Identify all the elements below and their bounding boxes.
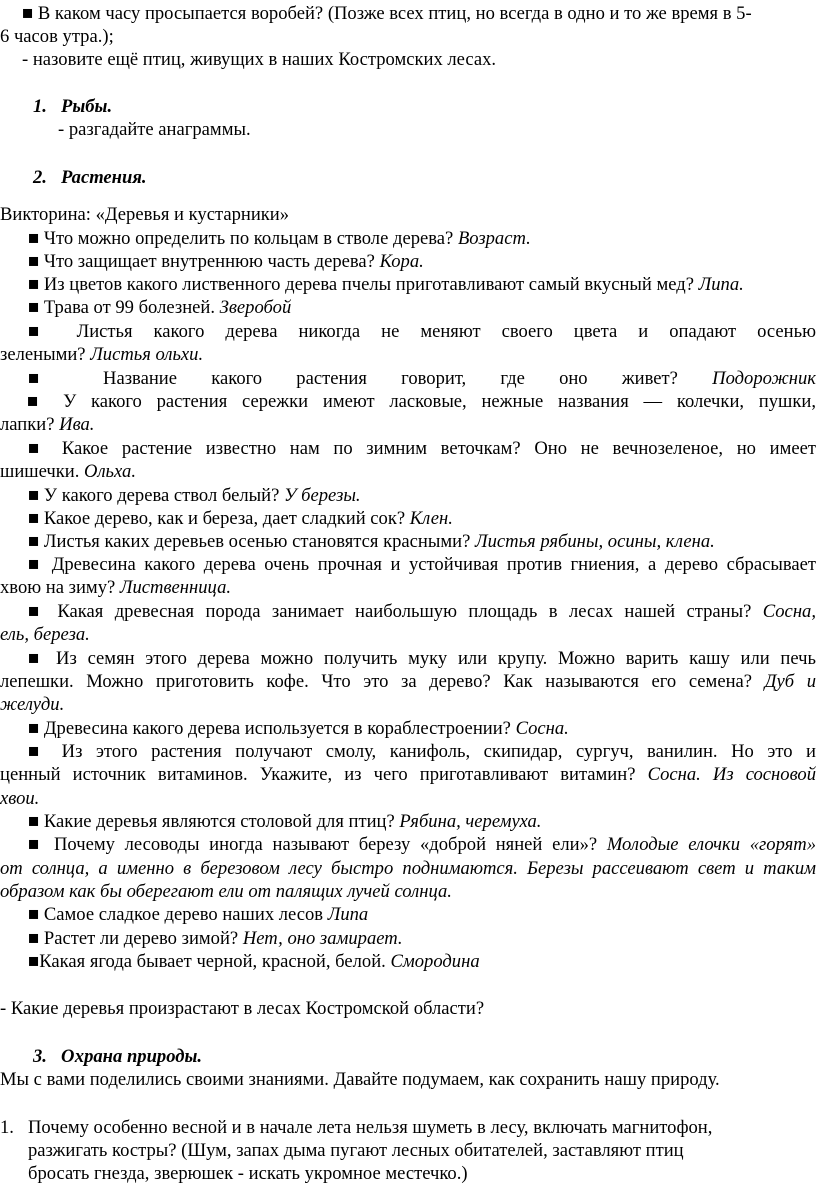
quiz-answer-cont: образом как бы оберегают ели от палящих лучей солнца. (0, 881, 452, 902)
protection-intro: Мы с вами поделились своими знаниями. Давайте подумаем, как сохранить нашу природу. (0, 1069, 720, 1090)
quiz-item: ■Какая ягода бывает черной, красной, белой. Смородина (28, 951, 480, 972)
protection-item-1-cont: разжигать костры? (Шум, запах дыма пугают лесных обитателей, заставляют птиц (28, 1140, 684, 1161)
quiz-item: ■ Какое растение известно нам по зимним веточкам? Оно не вечнозеленое, но имеет (28, 438, 816, 459)
quiz-answer: Лиственница. (119, 577, 232, 598)
quiz-item: ■ Трава от 99 болезней. Зверобой (28, 297, 292, 318)
quiz-answer: Липа. (698, 274, 744, 295)
quiz-answer: Сосна. (515, 718, 569, 739)
quiz-item-cont: хвою на зиму? Лиственница. (0, 577, 232, 598)
section-number: 1. (33, 96, 47, 117)
quiz-item: ■ Почему лесоводы иногда называют березу «доброй няней ели»? Молодые елочки «горят» (28, 834, 816, 855)
quiz-item: ■ Из семян этого дерева можно получить муку или крупу. Можно варить кашу или печь (28, 648, 816, 669)
closing-question: - Какие деревья произрастают в лесах Костромской области? (0, 998, 485, 1019)
section-number: 3. (33, 1046, 47, 1067)
quiz-answer: Листья рябины, осины, клена. (475, 531, 715, 552)
quiz-answer-cont: от солнца, а именно в березовом лесу быстро поднимаются. Березы рассеивают свет и таким (0, 858, 816, 879)
quiz-item: ■ Какие деревья являются столовой для птиц? Рябина, черемуха. (28, 811, 542, 832)
quiz-item: ■ Какое дерево, как и береза, дает сладкий сок? Клен. (28, 508, 453, 529)
quiz-answer: Подорожник (712, 368, 816, 389)
quiz-answer: Смородина (390, 951, 480, 972)
section-title: Рыбы. (61, 96, 113, 117)
section-protection-heading (33, 1045, 816, 1068)
quiz-item: ■ Что защищает внутреннюю часть дерева? Кора. (28, 251, 424, 272)
quiz-item-cont: лепешки. Можно приготовить кофе. Что это за дерево? Как называются его семена? Дуб и (0, 671, 816, 692)
quiz-item: ■ Из цветов какого лиственного дерева пчелы приготавливают самый вкусный мед? Липа. (28, 274, 744, 295)
quiz-answer: желуди. (0, 694, 65, 715)
quiz-item-cont (0, 623, 816, 646)
quiz-item: ■ Какая древесная порода занимает наибольшую площадь в лесах нашей страны? Сосна, (28, 601, 816, 622)
section-fish-heading (33, 95, 816, 118)
quiz-item: ■ Растет ли дерево зимой? Нет, оно замирает. (28, 928, 403, 949)
quiz-item-cont: зелеными? Листья ольхи. (0, 344, 204, 365)
quiz-item: ■ Самое сладкое дерево наших лесов Липа (28, 904, 369, 925)
quiz-item-cont: лапки? Ива. (0, 414, 95, 435)
quiz-answer: Нет, оно замирает. (242, 928, 403, 949)
quiz-answer: Липа (327, 904, 369, 925)
section-plants-heading (33, 166, 816, 189)
list-number: 1. (0, 1117, 14, 1138)
quiz-answer: Сосна. Из сосновой (647, 764, 816, 785)
task-anagrams: - разгадайте анаграммы. (58, 119, 251, 140)
task-birds: - назовите ещё птиц, живущих в наших Костромских лесах. (22, 49, 497, 70)
section-number: 2. (33, 167, 47, 188)
quiz-item: ■ Листья каких деревьев осенью становятся красными? Листья рябины, осины, клена. (28, 531, 715, 552)
quiz-answer: Сосна, (762, 601, 816, 622)
section-title: Растения. (61, 167, 147, 188)
quiz-item: ■ Листья какого дерева никогда не меняют своего цвета и опадают осенью (28, 321, 816, 342)
quiz-answer: Молодые елочки «горят» (606, 834, 816, 855)
quiz-answer: Дуб и (764, 671, 816, 692)
quiz-answer: ель, береза. (0, 624, 90, 645)
quiz-answer: Ольха. (84, 461, 136, 482)
quiz-answer: Зверобой (219, 297, 292, 318)
quiz-answer: У березы. (284, 485, 361, 506)
protection-item-1: 1. Почему особенно весной и в начале лета нельзя шуметь в лесу, включать магнитофон, (0, 1117, 713, 1138)
quiz-item: ■ Название какого растения говорит, где оно живет? Подорожник (28, 368, 816, 389)
protection-item-1-cont: бросать гнезда, зверюшек - искать укромное местечко.) (28, 1163, 468, 1184)
quiz-item: ■ Древесина какого дерева используется в кораблестроении? Сосна. (28, 718, 569, 739)
quiz-item-cont: шишечки. Ольха. (0, 461, 136, 482)
quiz-item-cont (0, 693, 816, 716)
question-sparrow-line2: 6 часов утра.); (0, 26, 114, 47)
quiz-item: ■ Что можно определить по кольцам в стволе дерева? Возраст. (28, 228, 531, 249)
quiz-item: ■ Из этого растения получают смолу, канифоль, скипидар, сургуч, ванилин. Но это и (28, 741, 816, 762)
quiz-item: ■ У какого растения сережки имеют ласковые, нежные названия — колечки, пушки, (27, 391, 816, 412)
quiz-title: Викторина: «Деревья и кустарники» (0, 204, 290, 225)
quiz-answer: хвои. (0, 788, 40, 809)
quiz-item: ■ У какого дерева ствол белый? У березы. (28, 485, 361, 506)
quiz-item-cont: ценный источник витаминов. Укажите, из чего приготавливают витамин? Сосна. Из сосновой (0, 764, 816, 785)
quiz-answer: Ива. (59, 414, 95, 435)
quiz-answer: Листья ольхи. (90, 344, 204, 365)
question-sparrow-line1: ■ В каком часу просыпается воробей? (Позже всех птиц, но всегда в одно и то же время в 5- (22, 3, 752, 24)
quiz-answer: Рябина, черемуха. (399, 811, 542, 832)
quiz-answer: Клен. (409, 508, 453, 529)
section-title: Охрана природы. (61, 1046, 203, 1067)
quiz-item: ■ Древесина какого дерева очень прочная и устойчивая против гниения, а дерево сбрасывает (28, 554, 816, 575)
quiz-answer: Кора. (379, 251, 424, 272)
quiz-item-cont (0, 787, 816, 810)
quiz-answer: Возраст. (457, 228, 531, 249)
